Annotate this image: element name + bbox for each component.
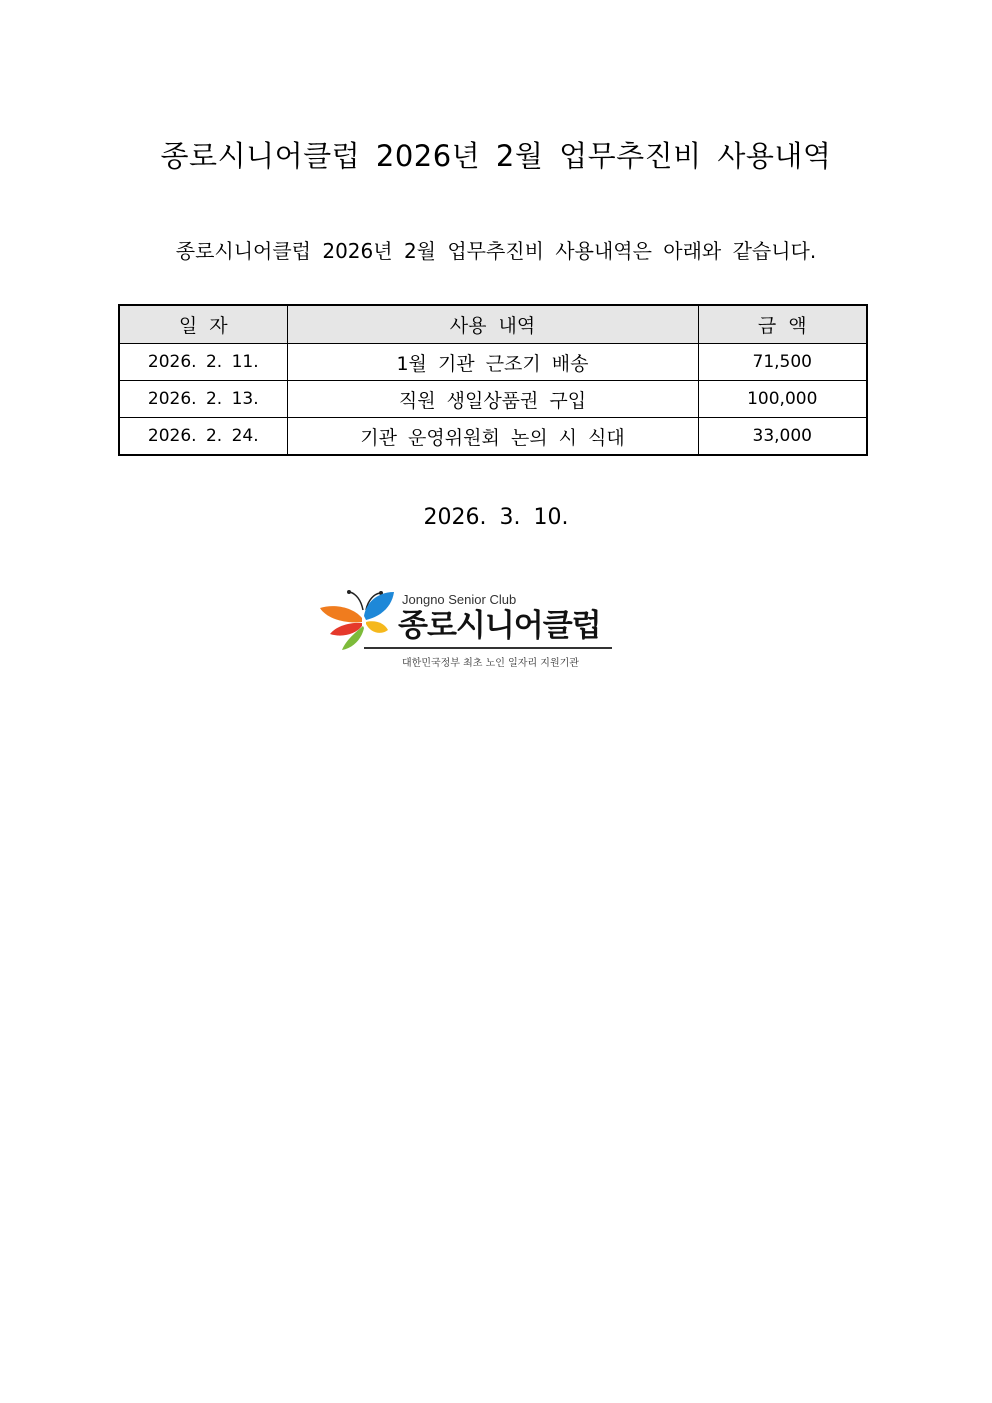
expense-table <box>118 304 868 456</box>
row-description: 직원 생일상품권 구입 <box>287 381 698 418</box>
logo-underline <box>364 647 612 649</box>
document-title: 종로시니어클럽 2026년 2월 업무추진비 사용내역 <box>160 139 832 173</box>
wing-yellow <box>366 621 388 633</box>
header-description: 사용 내역 <box>287 305 698 344</box>
row-amount: 71,500 <box>698 344 867 381</box>
wing-blue <box>364 592 394 620</box>
header-date: 일 자 <box>119 305 287 344</box>
row-date: 2026. 2. 24. <box>119 418 287 456</box>
row-amount: 33,000 <box>698 418 867 456</box>
row-date: 2026. 2. 11. <box>119 344 287 381</box>
table-header-row <box>119 305 867 344</box>
table-row <box>119 418 867 456</box>
wing-orange <box>320 606 362 622</box>
butterfly-logo-icon <box>316 588 398 652</box>
row-description: 1월 기관 근조기 배송 <box>287 344 698 381</box>
logo-tagline: 대한민국정부 최초 노인 일자리 지원기관 <box>402 658 579 669</box>
row-amount: 100,000 <box>698 381 867 418</box>
document-date: 2026. 3. 10. <box>423 505 569 530</box>
header-amount: 금 액 <box>698 305 867 344</box>
organization-logo <box>316 588 626 674</box>
table-row <box>119 381 867 418</box>
row-date: 2026. 2. 13. <box>119 381 287 418</box>
table-row <box>119 344 867 381</box>
logo-name-ko: 종로시니어클럽 <box>398 608 601 644</box>
logo-name-en: Jongno Senior Club <box>402 592 517 607</box>
row-description: 기관 운영위원회 논의 시 식대 <box>287 418 698 456</box>
document-intro: 종로시니어클럽 2026년 2월 업무추진비 사용내역은 아래와 같습니다. <box>175 239 817 263</box>
